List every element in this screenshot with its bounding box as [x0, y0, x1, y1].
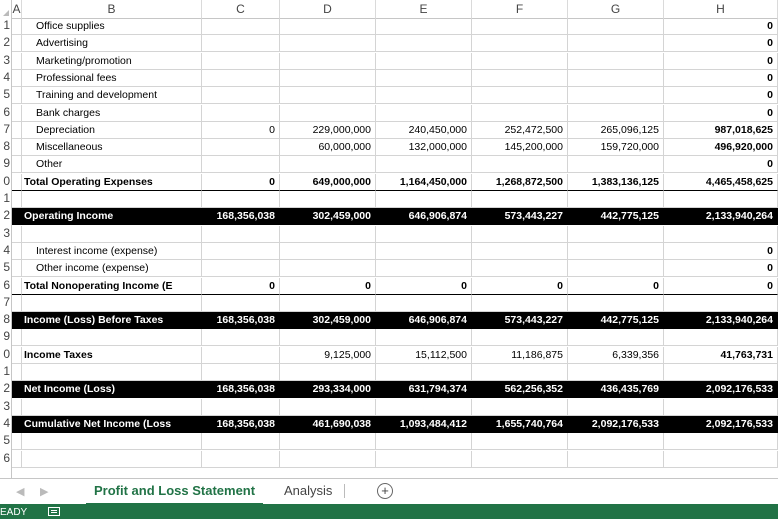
value-cell-f[interactable]: 252,472,500 — [472, 122, 568, 139]
cell-a[interactable] — [12, 208, 22, 225]
value-cell-g[interactable] — [568, 451, 664, 468]
value-cell-c[interactable] — [202, 156, 280, 173]
cell-a[interactable] — [12, 87, 22, 104]
cell-a[interactable] — [12, 381, 22, 398]
row-label-cell[interactable]: Operating Income — [22, 208, 202, 225]
table-row — [12, 433, 778, 450]
row-header[interactable]: 1 — [3, 364, 10, 378]
row-label-cell[interactable] — [22, 433, 202, 450]
value-cell-h[interactable] — [664, 364, 778, 381]
value-cell-f[interactable] — [472, 53, 568, 70]
value-cell-c[interactable]: 168,356,038 — [202, 416, 280, 433]
row-label-cell[interactable]: Income (Loss) Before Taxes — [22, 312, 202, 329]
row-label-cell[interactable] — [22, 364, 202, 381]
row-header[interactable]: 7 — [3, 121, 10, 136]
value-cell-c[interactable] — [202, 105, 280, 122]
value-cell-f[interactable]: 573,443,227 — [472, 208, 568, 225]
cell-a[interactable] — [12, 451, 22, 468]
value-cell-e[interactable] — [376, 18, 472, 35]
row-label-cell[interactable]: Miscellaneous — [22, 139, 202, 156]
value-cell-d[interactable] — [280, 70, 376, 87]
table-row — [12, 191, 778, 208]
row-header[interactable]: 4 — [3, 242, 10, 257]
value-cell-d[interactable] — [280, 433, 376, 450]
value-cell-f[interactable] — [472, 433, 568, 450]
value-cell-f[interactable] — [472, 70, 568, 87]
row-label-cell[interactable]: Office supplies — [22, 18, 202, 35]
cell-a[interactable] — [12, 416, 22, 433]
table-row — [12, 451, 778, 468]
value-cell-d[interactable]: 649,000,000 — [280, 174, 376, 191]
cell-a[interactable] — [12, 260, 22, 277]
value-cell-c[interactable]: 168,356,038 — [202, 381, 280, 398]
value-cell-g[interactable]: 442,775,125 — [568, 312, 664, 329]
table-row — [12, 278, 778, 295]
row-label-cell[interactable] — [22, 329, 202, 346]
value-cell-d[interactable] — [280, 329, 376, 346]
macro-record-icon[interactable] — [48, 507, 60, 516]
cell-a[interactable] — [12, 35, 22, 52]
value-cell-c[interactable] — [202, 70, 280, 87]
value-cell-c[interactable]: 168,356,038 — [202, 312, 280, 329]
tab-divider — [344, 484, 345, 498]
value-cell-d[interactable] — [280, 451, 376, 468]
value-cell-e[interactable] — [376, 105, 472, 122]
value-cell-h[interactable] — [664, 329, 778, 346]
value-cell-f[interactable]: 1,268,872,500 — [472, 174, 568, 191]
value-cell-d[interactable] — [280, 87, 376, 104]
row-header[interactable]: 2 — [3, 35, 10, 50]
value-cell-c[interactable]: 0 — [202, 122, 280, 139]
value-cell-e[interactable] — [376, 226, 472, 243]
value-cell-g[interactable]: 265,096,125 — [568, 122, 664, 139]
cell-a[interactable] — [12, 53, 22, 70]
table-row — [12, 105, 778, 122]
row-label-cell[interactable]: Cumulative Net Income (Loss — [22, 416, 202, 433]
value-cell-c[interactable] — [202, 329, 280, 346]
value-cell-c[interactable]: 0 — [202, 278, 280, 295]
row-header[interactable]: 3 — [3, 52, 10, 67]
row-header[interactable]: 8 — [3, 139, 10, 154]
value-cell-h[interactable]: 4,465,458,625 — [664, 174, 778, 191]
value-cell-c[interactable] — [202, 53, 280, 70]
value-cell-g[interactable] — [568, 226, 664, 243]
table-row — [12, 295, 778, 312]
value-cell-e[interactable]: 15,112,500 — [376, 347, 472, 364]
value-cell-c[interactable]: 168,356,038 — [202, 208, 280, 225]
value-cell-e[interactable]: 132,000,000 — [376, 139, 472, 156]
row-header[interactable]: 9 — [3, 329, 10, 344]
value-cell-f[interactable]: 573,443,227 — [472, 312, 568, 329]
value-cell-h[interactable]: 0 — [664, 53, 778, 70]
value-cell-f[interactable] — [472, 295, 568, 312]
value-cell-e[interactable] — [376, 364, 472, 381]
scroll-left-icon[interactable]: ◀ — [16, 486, 25, 498]
row-label-cell[interactable]: Bank charges — [22, 105, 202, 122]
value-cell-f[interactable] — [472, 451, 568, 468]
value-cell-e[interactable] — [376, 399, 472, 416]
row-label-cell[interactable]: Other — [22, 156, 202, 173]
value-cell-c[interactable] — [202, 243, 280, 260]
row-label-cell[interactable]: Training and development — [22, 87, 202, 104]
value-cell-e[interactable] — [376, 53, 472, 70]
value-cell-d[interactable] — [280, 260, 376, 277]
value-cell-c[interactable] — [202, 35, 280, 52]
table-row — [12, 260, 778, 277]
table-row — [12, 156, 778, 173]
row-header[interactable]: 0 — [3, 346, 10, 361]
row-label-cell[interactable] — [22, 226, 202, 243]
column-header-a[interactable]: A — [12, 2, 21, 16]
value-cell-g[interactable] — [568, 35, 664, 52]
value-cell-f[interactable]: 145,200,000 — [472, 139, 568, 156]
value-cell-g[interactable]: 1,383,136,125 — [568, 174, 664, 191]
value-cell-f[interactable] — [472, 243, 568, 260]
row-label-cell[interactable] — [22, 399, 202, 416]
value-cell-e[interactable] — [376, 329, 472, 346]
cell-a[interactable] — [12, 191, 22, 208]
row-header[interactable]: 4 — [3, 69, 10, 84]
cell-a[interactable] — [12, 243, 22, 260]
value-cell-f[interactable] — [472, 260, 568, 277]
row-header[interactable]: 1 — [3, 191, 10, 205]
value-cell-h[interactable]: 41,763,731 — [664, 347, 778, 364]
value-cell-c[interactable] — [202, 399, 280, 416]
table-row — [12, 381, 778, 398]
add-sheet-icon[interactable]: + — [377, 483, 393, 499]
value-cell-f[interactable]: 1,655,740,764 — [472, 416, 568, 433]
row-label-cell[interactable]: Income Taxes — [22, 347, 202, 364]
value-cell-g[interactable] — [568, 105, 664, 122]
sheet-tab-bar — [0, 478, 778, 505]
cell-a[interactable] — [12, 295, 22, 312]
value-cell-g[interactable]: 159,720,000 — [568, 139, 664, 156]
cell-a[interactable] — [12, 329, 22, 346]
row-label-cell[interactable]: Depreciation — [22, 122, 202, 139]
row-header[interactable]: 8 — [3, 312, 10, 327]
value-cell-e[interactable] — [376, 156, 472, 173]
row-header[interactable]: 5 — [3, 260, 10, 275]
cell-a[interactable] — [12, 174, 22, 191]
value-cell-g[interactable] — [568, 191, 664, 208]
value-cell-d[interactable]: 302,459,000 — [280, 312, 376, 329]
value-cell-g[interactable]: 436,435,769 — [568, 381, 664, 398]
row-header[interactable]: 6 — [3, 104, 10, 119]
row-header[interactable]: 3 — [3, 398, 10, 413]
table-row — [12, 226, 778, 243]
row-header-bar — [0, 18, 12, 478]
value-cell-g[interactable]: 6,339,356 — [568, 347, 664, 364]
row-label-cell[interactable] — [22, 451, 202, 468]
value-cell-e[interactable]: 646,906,874 — [376, 208, 472, 225]
value-cell-d[interactable]: 229,000,000 — [280, 122, 376, 139]
value-cell-f[interactable] — [472, 364, 568, 381]
value-cell-d[interactable]: 302,459,000 — [280, 208, 376, 225]
value-cell-e[interactable] — [376, 260, 472, 277]
spreadsheet-grid[interactable] — [12, 18, 778, 478]
value-cell-f[interactable] — [472, 329, 568, 346]
sheet-tab-profit-and-loss[interactable]: Profit and Loss Statement — [86, 479, 263, 506]
value-cell-c[interactable] — [202, 347, 280, 364]
cell-a[interactable] — [12, 105, 22, 122]
value-cell-g[interactable] — [568, 399, 664, 416]
value-cell-d[interactable]: 9,125,000 — [280, 347, 376, 364]
value-cell-g[interactable]: 0 — [568, 278, 664, 295]
cell-a[interactable] — [12, 122, 22, 139]
cell-a[interactable] — [12, 399, 22, 416]
cell-a[interactable] — [12, 433, 22, 450]
sheet-tab-analysis[interactable]: Analysis — [284, 483, 333, 498]
value-cell-e[interactable]: 0 — [376, 278, 472, 295]
value-cell-g[interactable] — [568, 295, 664, 312]
column-header-b[interactable]: B — [22, 0, 202, 18]
row-header[interactable]: 4 — [3, 415, 10, 430]
cell-a[interactable] — [12, 70, 22, 87]
column-header-h[interactable]: H — [664, 0, 778, 18]
row-header[interactable]: 7 — [3, 294, 10, 309]
value-cell-h[interactable]: 987,018,625 — [664, 122, 778, 139]
value-cell-g[interactable] — [568, 433, 664, 450]
row-header[interactable]: 6 — [3, 450, 10, 465]
value-cell-e[interactable] — [376, 70, 472, 87]
value-cell-e[interactable] — [376, 295, 472, 312]
table-row — [12, 243, 778, 260]
value-cell-d[interactable] — [280, 295, 376, 312]
cell-a[interactable] — [12, 226, 22, 243]
value-cell-h[interactable]: 496,920,000 — [664, 139, 778, 156]
row-label-cell[interactable]: Interest income (expense) — [22, 243, 202, 260]
value-cell-g[interactable] — [568, 156, 664, 173]
value-cell-d[interactable] — [280, 35, 376, 52]
value-cell-c[interactable] — [202, 87, 280, 104]
table-row — [12, 208, 778, 225]
value-cell-h[interactable] — [664, 399, 778, 416]
value-cell-h[interactable] — [664, 295, 778, 312]
table-row — [12, 347, 778, 364]
value-cell-h[interactable] — [664, 433, 778, 450]
column-header-d[interactable]: D — [280, 0, 376, 18]
column-header-g[interactable]: G — [568, 0, 664, 18]
table-row — [12, 364, 778, 381]
cell-a[interactable] — [12, 312, 22, 329]
value-cell-g[interactable] — [568, 70, 664, 87]
value-cell-e[interactable]: 646,906,874 — [376, 312, 472, 329]
value-cell-e[interactable]: 240,450,000 — [376, 122, 472, 139]
value-cell-h[interactable]: 2,133,940,264 — [664, 208, 778, 225]
value-cell-e[interactable]: 1,164,450,000 — [376, 174, 472, 191]
value-cell-d[interactable]: 60,000,000 — [280, 139, 376, 156]
scroll-right-icon[interactable]: ▶ — [40, 486, 49, 498]
row-header[interactable]: 5 — [3, 87, 10, 102]
value-cell-d[interactable] — [280, 364, 376, 381]
value-cell-e[interactable]: 1,093,484,412 — [376, 416, 472, 433]
value-cell-c[interactable] — [202, 18, 280, 35]
row-label-cell[interactable]: Advertising — [22, 35, 202, 52]
value-cell-f[interactable] — [472, 399, 568, 416]
value-cell-h[interactable] — [664, 451, 778, 468]
value-cell-f[interactable] — [472, 156, 568, 173]
value-cell-h[interactable]: 0 — [664, 260, 778, 277]
table-row — [12, 87, 778, 104]
column-header-e[interactable]: E — [376, 0, 472, 18]
row-header[interactable]: 6 — [3, 277, 10, 292]
row-header[interactable]: 5 — [3, 433, 10, 448]
value-cell-f[interactable] — [472, 191, 568, 208]
value-cell-g[interactable]: 442,775,125 — [568, 208, 664, 225]
value-cell-d[interactable]: 293,334,000 — [280, 381, 376, 398]
cell-a[interactable] — [12, 18, 22, 35]
value-cell-h[interactable]: 2,092,176,533 — [664, 416, 778, 433]
value-cell-h[interactable]: 0 — [664, 105, 778, 122]
value-cell-d[interactable] — [280, 105, 376, 122]
value-cell-f[interactable] — [472, 35, 568, 52]
select-all-corner[interactable] — [0, 0, 12, 18]
cell-a[interactable] — [12, 278, 22, 295]
value-cell-g[interactable]: 2,092,176,533 — [568, 416, 664, 433]
table-row — [12, 174, 778, 191]
value-cell-f[interactable]: 562,256,352 — [472, 381, 568, 398]
value-cell-h[interactable]: 0 — [664, 35, 778, 52]
value-cell-h[interactable]: 0 — [664, 18, 778, 35]
row-label-cell[interactable]: Other income (expense) — [22, 260, 202, 277]
value-cell-e[interactable] — [376, 191, 472, 208]
row-header[interactable]: 2 — [3, 208, 10, 223]
value-cell-d[interactable]: 0 — [280, 278, 376, 295]
row-header[interactable]: 1 — [3, 18, 10, 32]
value-cell-c[interactable] — [202, 364, 280, 381]
cell-a[interactable] — [12, 347, 22, 364]
table-row — [12, 329, 778, 346]
value-cell-h[interactable]: 2,092,176,533 — [664, 381, 778, 398]
value-cell-c[interactable] — [202, 433, 280, 450]
row-label-cell[interactable]: Professional fees — [22, 70, 202, 87]
table-row — [12, 35, 778, 52]
column-header-c[interactable]: C — [202, 0, 280, 18]
value-cell-e[interactable] — [376, 451, 472, 468]
value-cell-d[interactable] — [280, 53, 376, 70]
value-cell-f[interactable] — [472, 226, 568, 243]
value-cell-h[interactable] — [664, 191, 778, 208]
value-cell-c[interactable] — [202, 260, 280, 277]
value-cell-h[interactable]: 0 — [664, 87, 778, 104]
cell-a[interactable] — [12, 139, 22, 156]
table-row — [12, 139, 778, 156]
value-cell-h[interactable] — [664, 226, 778, 243]
table-row — [12, 399, 778, 416]
value-cell-c[interactable] — [202, 226, 280, 243]
value-cell-f[interactable] — [472, 18, 568, 35]
value-cell-d[interactable] — [280, 18, 376, 35]
table-row — [12, 18, 778, 35]
value-cell-c[interactable] — [202, 451, 280, 468]
table-row — [12, 53, 778, 70]
row-label-cell[interactable] — [22, 191, 202, 208]
row-header[interactable]: 9 — [3, 156, 10, 171]
value-cell-g[interactable] — [568, 243, 664, 260]
value-cell-e[interactable] — [376, 87, 472, 104]
value-cell-d[interactable] — [280, 156, 376, 173]
table-row — [12, 416, 778, 433]
value-cell-e[interactable] — [376, 35, 472, 52]
value-cell-d[interactable] — [280, 226, 376, 243]
value-cell-e[interactable] — [376, 243, 472, 260]
column-header-f[interactable]: F — [472, 0, 568, 18]
table-row — [12, 122, 778, 139]
column-header-bar — [0, 0, 778, 19]
row-label-cell[interactable]: Net Income (Loss) — [22, 381, 202, 398]
row-label-cell[interactable]: Total Operating Expenses — [22, 174, 202, 191]
value-cell-c[interactable] — [202, 139, 280, 156]
status-ready-text: EADY — [0, 507, 28, 518]
value-cell-e[interactable] — [376, 433, 472, 450]
value-cell-f[interactable]: 0 — [472, 278, 568, 295]
value-cell-g[interactable] — [568, 260, 664, 277]
row-label-cell[interactable]: Marketing/promotion — [22, 53, 202, 70]
value-cell-d[interactable] — [280, 243, 376, 260]
value-cell-h[interactable]: 0 — [664, 70, 778, 87]
cell-a[interactable] — [12, 156, 22, 173]
value-cell-c[interactable]: 0 — [202, 174, 280, 191]
value-cell-d[interactable]: 461,690,038 — [280, 416, 376, 433]
status-bar — [0, 504, 778, 519]
value-cell-f[interactable] — [472, 105, 568, 122]
value-cell-f[interactable]: 11,186,875 — [472, 347, 568, 364]
row-label-cell[interactable] — [22, 295, 202, 312]
value-cell-g[interactable] — [568, 53, 664, 70]
cell-a[interactable] — [12, 364, 22, 381]
value-cell-g[interactable] — [568, 18, 664, 35]
value-cell-f[interactable] — [472, 87, 568, 104]
value-cell-h[interactable]: 0 — [664, 243, 778, 260]
value-cell-e[interactable]: 631,794,374 — [376, 381, 472, 398]
row-header[interactable]: 3 — [3, 225, 10, 240]
value-cell-d[interactable] — [280, 399, 376, 416]
value-cell-c[interactable] — [202, 295, 280, 312]
value-cell-g[interactable] — [568, 329, 664, 346]
value-cell-g[interactable] — [568, 87, 664, 104]
value-cell-c[interactable] — [202, 191, 280, 208]
value-cell-g[interactable] — [568, 364, 664, 381]
value-cell-h[interactable]: 2,133,940,264 — [664, 312, 778, 329]
value-cell-h[interactable]: 0 — [664, 278, 778, 295]
row-header[interactable]: 2 — [3, 381, 10, 396]
table-row — [12, 312, 778, 329]
value-cell-d[interactable] — [280, 191, 376, 208]
value-cell-h[interactable]: 0 — [664, 156, 778, 173]
row-header[interactable]: 0 — [3, 173, 10, 188]
row-label-cell[interactable]: Total Nonoperating Income (E — [22, 278, 202, 295]
table-row — [12, 70, 778, 87]
